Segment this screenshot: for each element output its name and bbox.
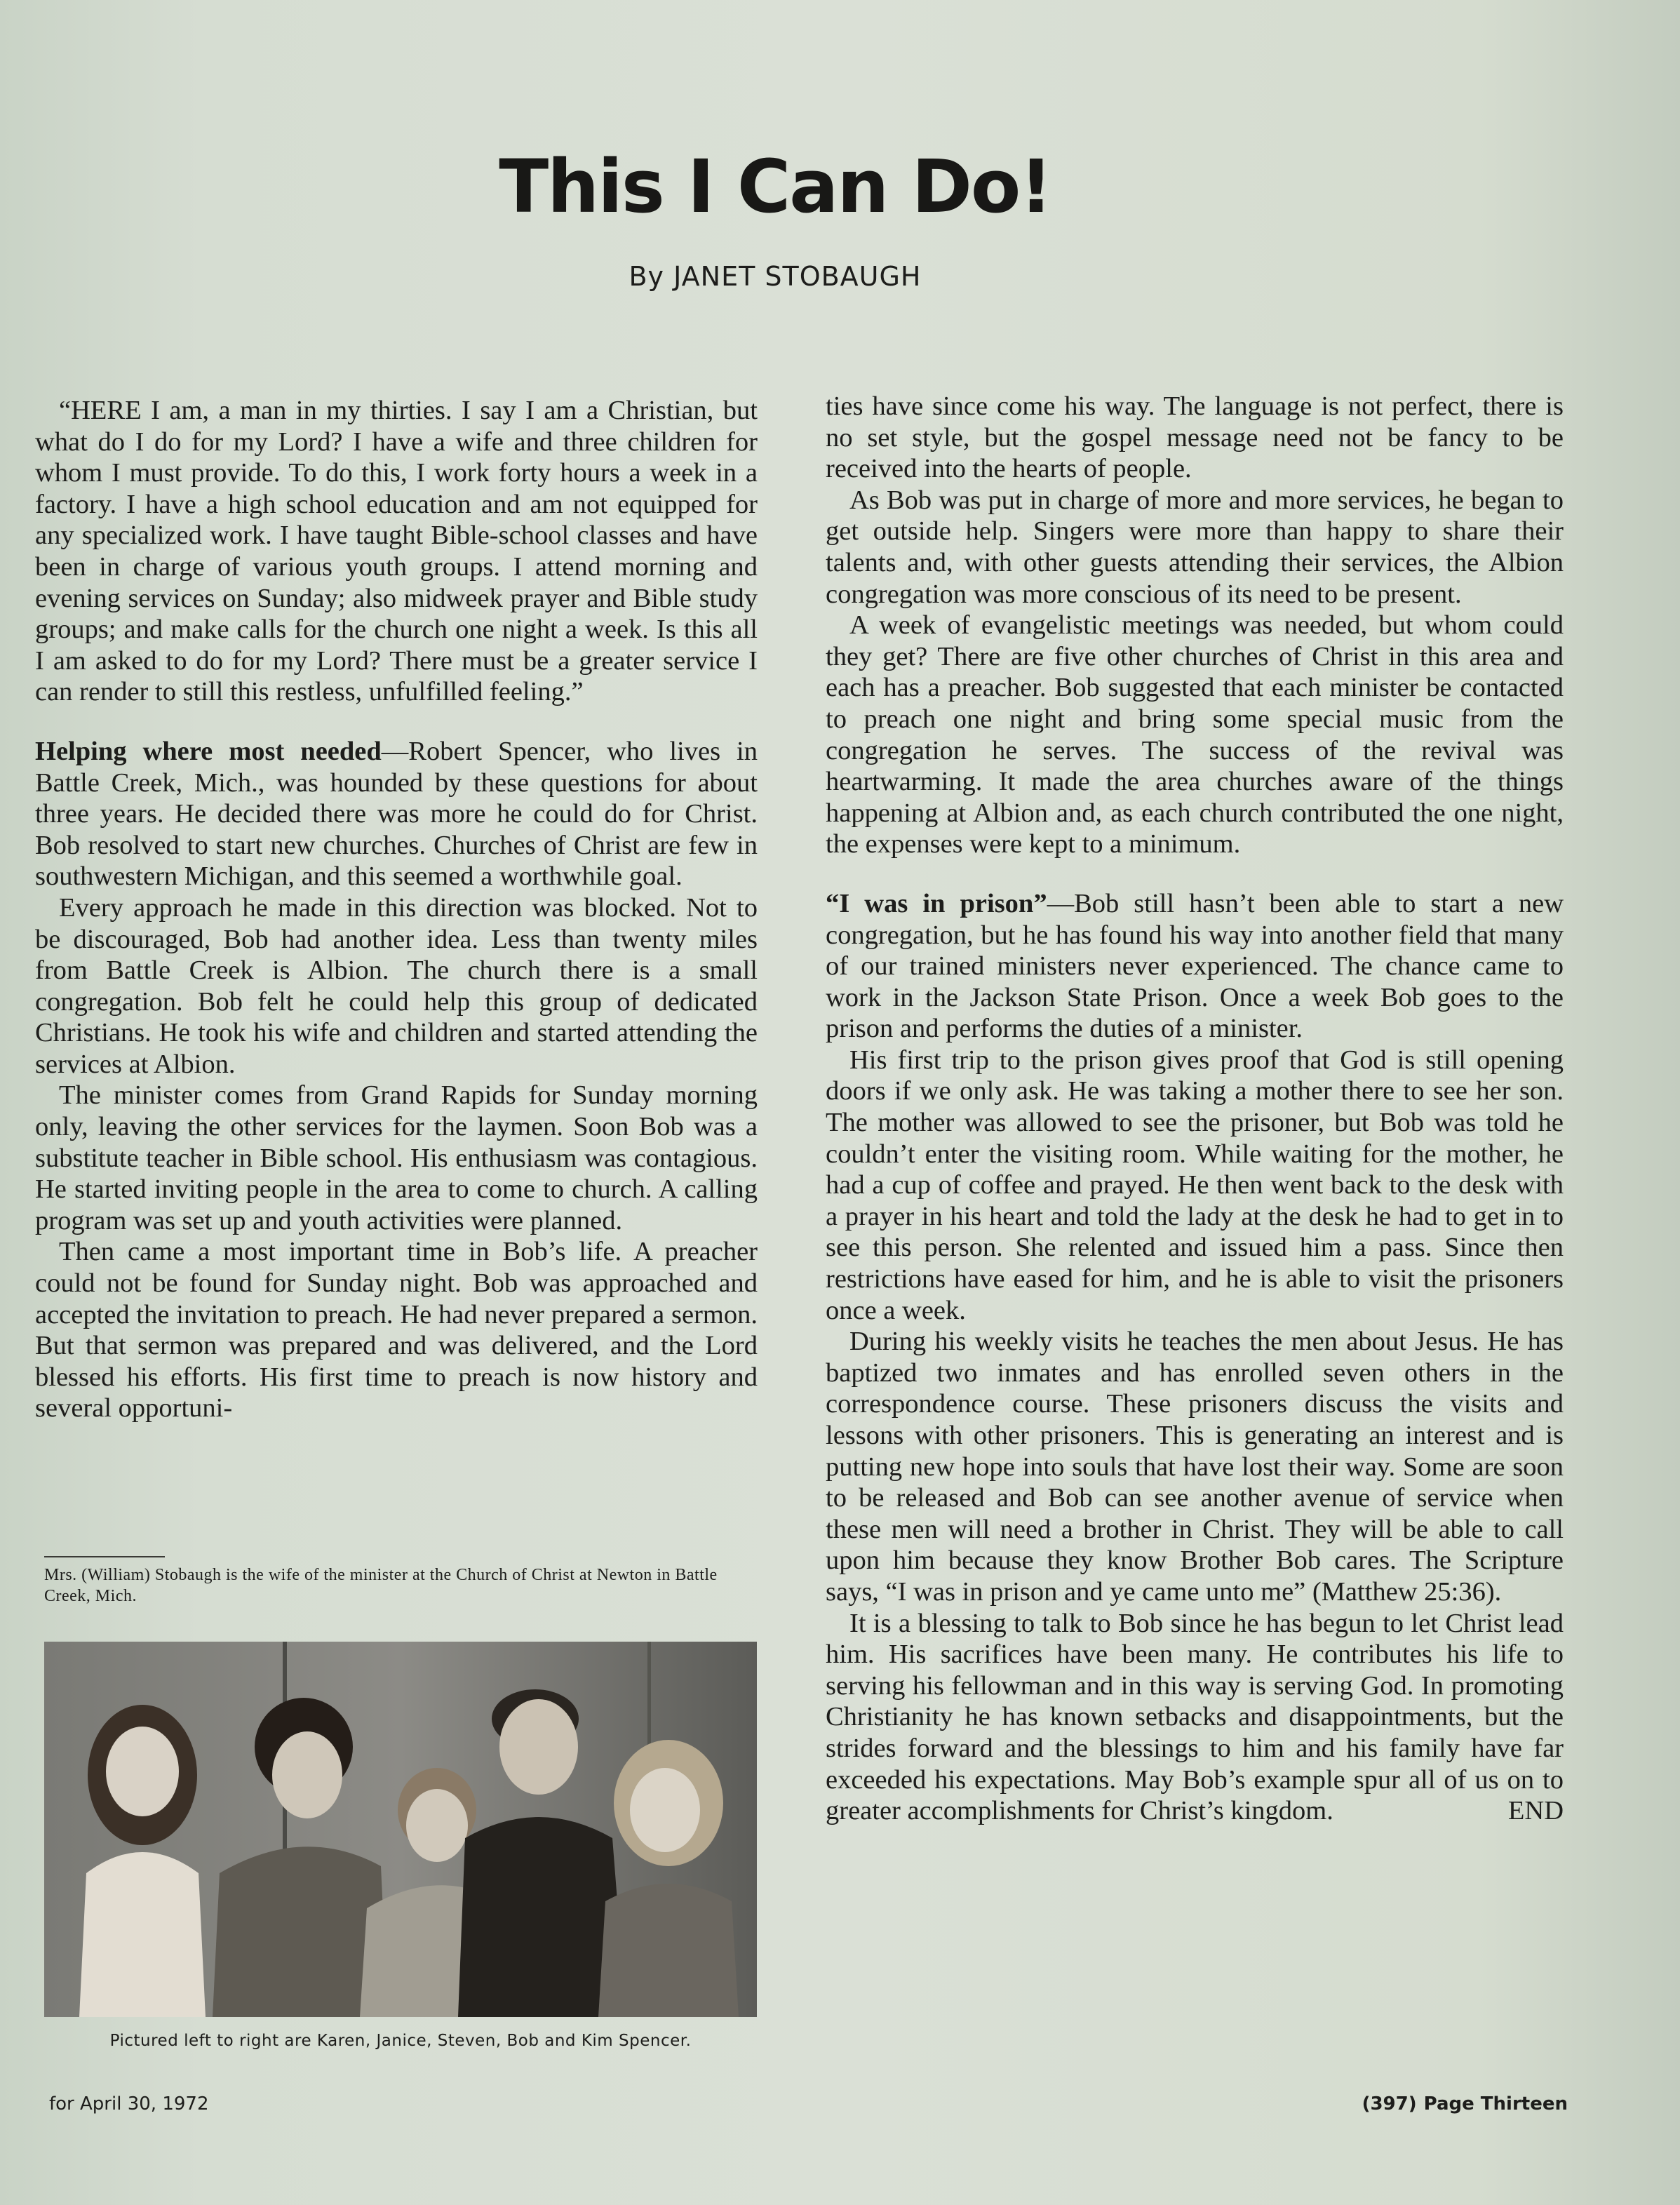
section-text-helping: —Robert Spencer, who lives in Battle Creek, Mich., was hounded by these questions for about three years. He decided there was more he could do for Christ. Bob resolved to start new churches. Churches of Christ are few in southwestern Michigan, and this seemed a worthwhile goal. [35, 736, 758, 892]
paragraph-intro-quote: “HERE I am, a man in my thirties. I say I am a Christian, but what do I do for my Lord? I have a wife and three children for whom I must provide. To do this, I work forty hours a week in a factory. I have a high school education and am not equipped for any specialized work. I have taught Bible-school classes and have been in charge of various youth groups. I attend morning and evening services on Sunday; also midweek prayer and Bible study groups; and make calls for the church one night a week. Is this all I am asked to do for my Lord? There must be a greater service I can render to still this restless, unfulfilled feeling.” [35, 396, 758, 707]
paragraph-important-time: Then came a most important time in Bob’s life. A preacher could not be found for Sunday night. Bob was approached and accepted the invitation to preach. He had never prepared a sermon. But that sermon was prepared and was delivered, and the Lord blessed his efforts. His first time to preach is now history and several opportuni- [35, 1237, 758, 1423]
photo-caption: Pictured left to right are Karen, Janice, Steven, Bob and Kim Spencer. [109, 2032, 692, 2050]
paragraph-helping [35, 736, 758, 892]
paragraph-prison [826, 888, 1564, 1045]
article-column-right [826, 391, 1564, 1827]
section-text-prison: —Bob still hasn’t been able to start a new congregation, but he has found his way into another field that many of our trained ministers never experienced. The chance came to work in the Jackson State Prison. Once a week Bob goes to the prison and performs the duties of a minister. [826, 888, 1564, 1044]
family-photo-illustration [44, 1642, 757, 2017]
footer-date: for April 30, 1972 [49, 2093, 209, 2114]
paragraph-approach: Every approach he made in this direction was blocked. Not to be discouraged, Bob had another idea. Less than twenty miles from Battle Creek is Albion. The church there is a small congregation. Bob felt he could help this group of dedicated Christians. He took his wife and children and started attending the services at Albion. [35, 892, 758, 1079]
end-mark: END [1507, 1796, 1564, 1826]
paragraph-opportunities: ties have since come his way. The language is not perfect, there is no set style, but the gospel message need not be fancy to be received into the hearts of people. [826, 391, 1564, 484]
article-column-left [35, 395, 758, 1424]
section-heading-helping: Helping where most needed [35, 736, 382, 766]
paragraph-outside-help: As Bob was put in charge of more and more services, he began to get outside help. Singers were more than happy to share their talents and, with other guests attending their services, the Albion congregation was more conscious of its need to be present. [826, 485, 1564, 609]
footer-issue-number: (397) [1362, 2093, 1417, 2114]
paragraph-blessing [826, 1608, 1564, 1827]
paragraph-minister: The minister comes from Grand Rapids for Sunday morning only, leaving the other services for the laymen. Soon Bob was a substitute teacher in Bible school. His enthusiasm was contagious. He started inviting people in the area to come to church. A calling program was set up and youth activities were planned. [35, 1080, 758, 1235]
footer-page [1355, 2093, 1568, 2114]
paragraph-first-trip: His first trip to the prison gives proof that God is still opening doors if we only ask. He was taking a mother there to see her son. The mother was allowed to see the prisoner, but Bob was told he couldn’t enter the visiting room. While waiting for the mother, he had a cup of coffee and prayed. He then went back to the desk with a prayer in his heart and told the lady at the desk he had to get in to see this person. She relented and issued him a pass. Since then restrictions have eased for him, and he is able to visit the prisoners once a week. [826, 1045, 1564, 1325]
section-heading-prison: “I was in prison” [826, 888, 1047, 918]
paragraph-weekly-visits: During his weekly visits he teaches the men about Jesus. He has baptized two inmates and has enrolled seven others in the correspondence course. These prisoners discuss the visits and lessons with other prisoners. This is generating an interest and is putting new hope into souls that have lost their way. Some are soon to be released and Bob can see another avenue of service when these men will need a brother in Christ. They will be able to call upon him because they know Brother Bob cares. The Scripture says, “I was in prison and ye came unto me” (Matthew 25:36). [826, 1327, 1564, 1607]
family-photo [44, 1642, 757, 2017]
footer-page-label: Page Thirteen [1423, 2093, 1568, 2114]
author-footnote: Mrs. (William) Stobaugh is the wife of the minister at the Church of Christ at Newton in Battle Creek, Mich. [44, 1566, 718, 1605]
paragraph-blessing-text: It is a blessing to talk to Bob since he has begun to let Christ lead him. His sacrifices have been many. He contributes his life to serving his fellowman and in this way is serving God. In promoting Christianity he has known setbacks and disappointments, but the strides forward and the blessings to him and his family have far exceeded his expectations. May Bob’s example spur all of us on to greater accomplishments for Christ’s kingdom. [826, 1608, 1564, 1826]
article-title: This I Can Do! [499, 144, 1051, 229]
paragraph-evangelistic: A week of evangelistic meetings was needed, but whom could they get? There are five other churches of Christ in this area and each has a preacher. Bob suggested that each minister be contacted to preach one night and bring some special music from the congregation he serves. The success of the revival was heartwarming. It made the area churches aware of the things happening at Albion and, as each church contributed the one night, the expenses were kept to a minimum. [826, 610, 1564, 859]
article-byline: By JANET STOBAUGH [629, 261, 922, 292]
footnote-divider [44, 1556, 165, 1557]
